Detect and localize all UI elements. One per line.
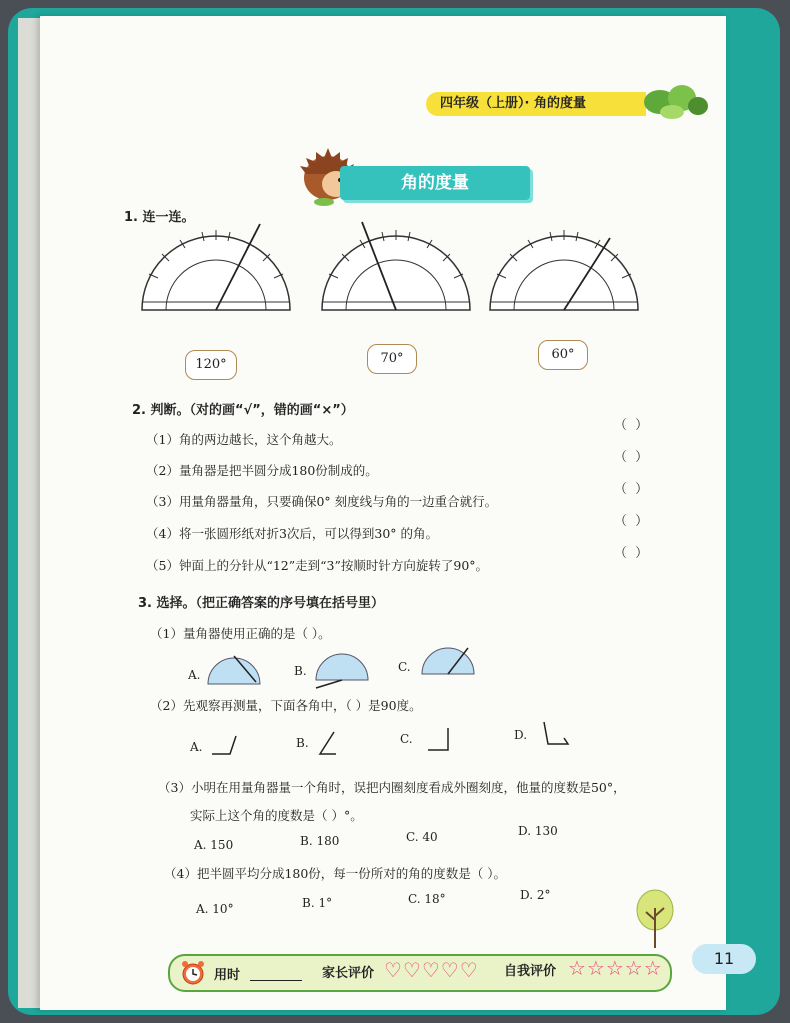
- question-3-title: 3. 选择。（把正确答案的序号填在括号里）: [138, 596, 385, 611]
- sub4-option-a[interactable]: A. 10°: [196, 902, 234, 916]
- sub3-option-b[interactable]: B. 180: [300, 834, 340, 848]
- sub2-option-b[interactable]: B.: [296, 736, 309, 750]
- leaves-decoration-icon: [640, 76, 710, 120]
- sub2-option-c[interactable]: C.: [400, 732, 413, 746]
- self-stars[interactable]: ☆☆☆☆☆: [568, 956, 663, 980]
- judge-item-4: （4）将一张圆形纸对折3次后，可以得到30° 的角。: [146, 526, 439, 541]
- sub2-option-d[interactable]: D.: [514, 728, 528, 742]
- angle-option-120[interactable]: 120°: [185, 350, 237, 380]
- sub3-option-c[interactable]: C. 40: [406, 830, 438, 844]
- choice-sub-3-line2: 实际上这个角的度数是（ ）°。: [190, 808, 363, 823]
- angle-option-60[interactable]: 60°: [538, 340, 588, 370]
- page-number: 11: [692, 944, 756, 974]
- choice-sub-3-line1: （3）小明在用量角器量一个角时，误把内圈刻度看成外圈刻度，他量的度数是50°，: [158, 780, 626, 795]
- sub3-option-a[interactable]: A. 150: [194, 838, 234, 852]
- protractor-1: [136, 216, 296, 316]
- answer-blank-2[interactable]: （ ）: [614, 450, 651, 465]
- angle-option-d: [540, 718, 576, 750]
- sub4-option-d[interactable]: D. 2°: [520, 888, 551, 902]
- answer-blank-3[interactable]: （ ）: [614, 482, 651, 497]
- sub2-option-a[interactable]: A.: [190, 740, 203, 754]
- answer-blank-4[interactable]: （ ）: [614, 514, 651, 529]
- time-label: 用时: [214, 968, 241, 983]
- protractor-option-b: [312, 638, 372, 690]
- self-evaluation-label: 自我评价: [504, 964, 557, 979]
- sub1-option-a[interactable]: A.: [188, 668, 201, 682]
- parent-hearts[interactable]: ♡♡♡♡♡: [384, 958, 479, 982]
- sub3-option-d[interactable]: D. 130: [518, 824, 558, 838]
- judge-item-1: （1）角的两边越长，这个角越大。: [146, 432, 342, 447]
- evaluation-bar: [168, 954, 672, 992]
- answer-blank-1[interactable]: （ ）: [614, 418, 651, 433]
- alarm-clock-icon: [180, 960, 206, 986]
- answer-blank-5[interactable]: （ ）: [614, 546, 651, 561]
- angle-option-b: [316, 728, 346, 758]
- judge-item-3: （3）用量角器量角，只要确保0° 刻度线与角的一边重合就行。: [146, 494, 498, 509]
- judge-item-5: （5）钟面上的分针从“12”走到“3”按顺时针方向旋转了90°。: [146, 558, 489, 573]
- parent-evaluation-label: 家长评价: [322, 966, 375, 981]
- tree-icon: [632, 888, 678, 950]
- judge-item-2: （2）量角器是把半圆分成180份制成的。: [146, 463, 378, 478]
- protractor-3: [484, 216, 644, 316]
- choice-sub-4: （4）把半圆平均分成180份，每一份所对的角的度数是（ ）。: [164, 866, 507, 881]
- workbook-page: [40, 16, 735, 1010]
- choice-sub-1: （1）量角器使用正确的是（ ）。: [150, 626, 331, 641]
- sub1-option-c[interactable]: C.: [398, 660, 411, 674]
- time-blank[interactable]: [250, 980, 302, 981]
- protractor-option-a: [206, 640, 266, 692]
- previous-page-edge: [18, 18, 41, 1008]
- protractor-option-c: [418, 634, 478, 682]
- choice-sub-2: （2）先观察再测量，下面各角中，（ ）是90度。: [150, 698, 422, 713]
- angle-option-70[interactable]: 70°: [367, 344, 417, 374]
- question-2-title: 2. 判断。（对的画“√”，错的画“×”）: [132, 403, 354, 418]
- sub1-option-b[interactable]: B.: [294, 664, 307, 678]
- angle-option-a: [210, 732, 246, 758]
- angle-option-c: [426, 726, 456, 754]
- sub4-option-c[interactable]: C. 18°: [408, 892, 446, 906]
- sub4-option-b[interactable]: B. 1°: [302, 896, 333, 910]
- page-title: 角的度量: [340, 166, 530, 200]
- chapter-header: 四年级（上册）· 角的度量: [426, 92, 646, 116]
- question-1-title: 1. 连一连。: [124, 210, 195, 225]
- protractor-2: [316, 216, 476, 316]
